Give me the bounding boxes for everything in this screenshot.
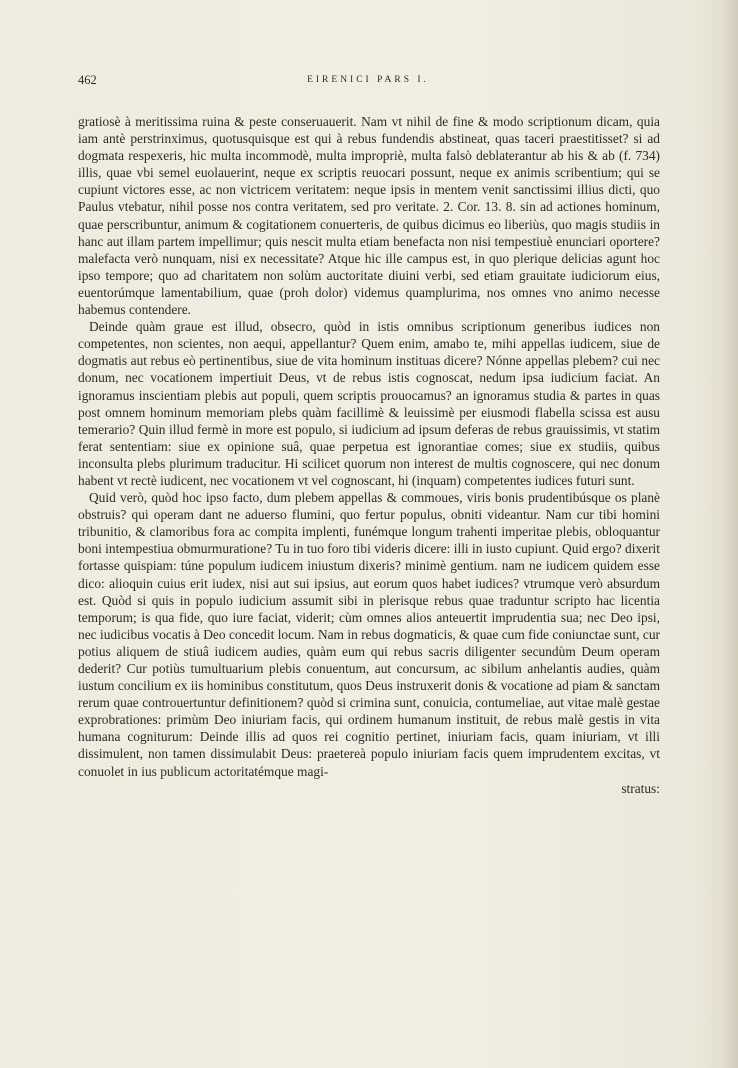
running-title: EIRENICI PARS I. xyxy=(307,75,429,85)
paragraph: gratiosè à meritissima ruina & peste conseruauerit. Nam vt nihil de fine & modo scriptionum dicam, quia iam antè perstrinximus, quotusquisque est qui à rebus fundendis abstineat, quas taceri praestitisset? si ad dogmata respexeris, hic multa incommodè, multa impropriè, multa falsò deblaterantur ab his & ab (f. 734) illis, quae vbi semel euolauerint, neque ex scriptis reuocari possunt, neque ex animis scribentium; qui se cupiunt victores esse, ac non victricem veritatem: neque ipsis in mentem venit sanctissimi illius dicti, quo Paulus vtebatur, nihil posse nos contra veritatem, sed pro veritate. 2. Cor. 13. 8. sin ad actiones hominum, quae perscribuntur, animum & cogitationem conuerteris, de quibus dicimus eo liberiùs, quo magis studiis in hanc aut illam partem impellimur; quis nescit multa etiam benefacta non nisi tempestiuè enunciari oportere? malefacta verò nunquam, nisi ex necessitate? Atque hic ille campus est, in quo plerique delicias agunt hoc ipso tempore; quo ad charitatem non solùm auctoritate diuini verbi, sed etiam grauitate iudiciorum eius, euentorúmque lamentabilium, quae (proh dolor) videmus quamplurima, nos omnes vno animo necesse habemus contendere. xyxy=(78,114,660,318)
body-text xyxy=(78,113,660,797)
paragraph: Deinde quàm graue est illud, obsecro, quòd in istis omnibus scriptionum generibus iudices non competentes, non scientes, non aequi, appellantur? Quem enim, amabo te, mihi appellas iudicem, siue de dogmatis aut rebus eò pertinentibus, siue de vita hominum instituas dicere? Nónne appellas plebem? cui nec donum, nec vocationem impertiuit Deus, vt de rebus istis cognoscat, nedum ipsa iudicium faciat. An ignoramus inscientiam plebis aut populi, quem scriptis prouocamus? an ignoramus studia & partes in quas post omnem hominum memoriam plebs quàm facillimè & leuissimè per eiusmodi flabella scissa est ausu temerario? Quin illud fermè in more est populo, si iudicium ad ipsum deferas de rebus grauissimis, vt statim ferat sententiam: siue ex opinione suâ, quae perpetua est ignorantiae comes; siue ex studiis, quibus inconsulta plebs plurimum traducitur. Hi scilicet quorum non interest de multis cognoscere, qui nec donum habent vt rectè iudicent, nec vocationem vt vel cognoscant, hi (inquam) competentes iudices futuri sunt. xyxy=(78,319,660,488)
page-number: 462 xyxy=(78,73,97,87)
page-edge-shadow xyxy=(720,0,738,1068)
paragraph: Quid verò, quòd hoc ipso facto, dum plebem appellas & commoues, viris bonis prudentibúsque os planè obstruis? qui operam dant ne aduerso flumini, quo fertur populus, obniti videantur. Nam cur tibi homini tribunitio, & clamoribus fora ac compita implenti, funémque longum trahenti imperitae plebis, obloquantur boni intempestiua obmurmuratione? Tu in tuo foro tibi videris dicere: illi in iusto cupiunt. Quid ergo? dixerit fortasse quispiam: túne populum iudicem iniustum dixeris? minimè gentium. nam ne iudicem quidem esse dico: alioquin cuius erit iudex, nisi aut sui ipsius, aut eorum quos habet iudices? vtrumque verò absurdum est. Quòd si quis in populo iudicium assumit sibi in plerisque rebus quae traduntur scripto hac licentia temporum; is qua fide, quo iure faciat, viderit; cùm omnes alios anteuertit imprudentia sua; nec Deo ipsi, nec iudicibus vocatis à Deo concedit locum. Nam in rebus dogmaticis, & quae cum fide coniunctae sunt, cur potius aliquem de stiuâ iudicem audies, quàm eum qui rebus sacris diligenter secundùm Deum operam dederit? Cur potiùs tumultuarium plebis conuentum, aut concursum, ac sibilum anhelantis audies, quàm iustum concilium ex iis hominibus constitutum, quos Deus instruxerit donis & vocatione ad piam & sanctam rerum quae controuertuntur definitionem? quòd si crimina sunt, conuicia, contumeliae, aut vitae malè gestae exprobrationes: primùm Deo iniuriam facis, qui ordinem humanum instituit, de rebus malè gestis in vita humana cogniturum: Deinde illis ad quos rei cognitio pertinet, iniuriam facis, quam iniuriam, vt illi dissimulent, non tamen dissimulabit Deus: praetereà populo iniuriam facis quem imprudentem excitas, vt conuolet in ius publicum actoritatémque magi- xyxy=(78,490,660,779)
catchword: stratus: xyxy=(621,780,660,796)
page-header xyxy=(78,73,658,89)
